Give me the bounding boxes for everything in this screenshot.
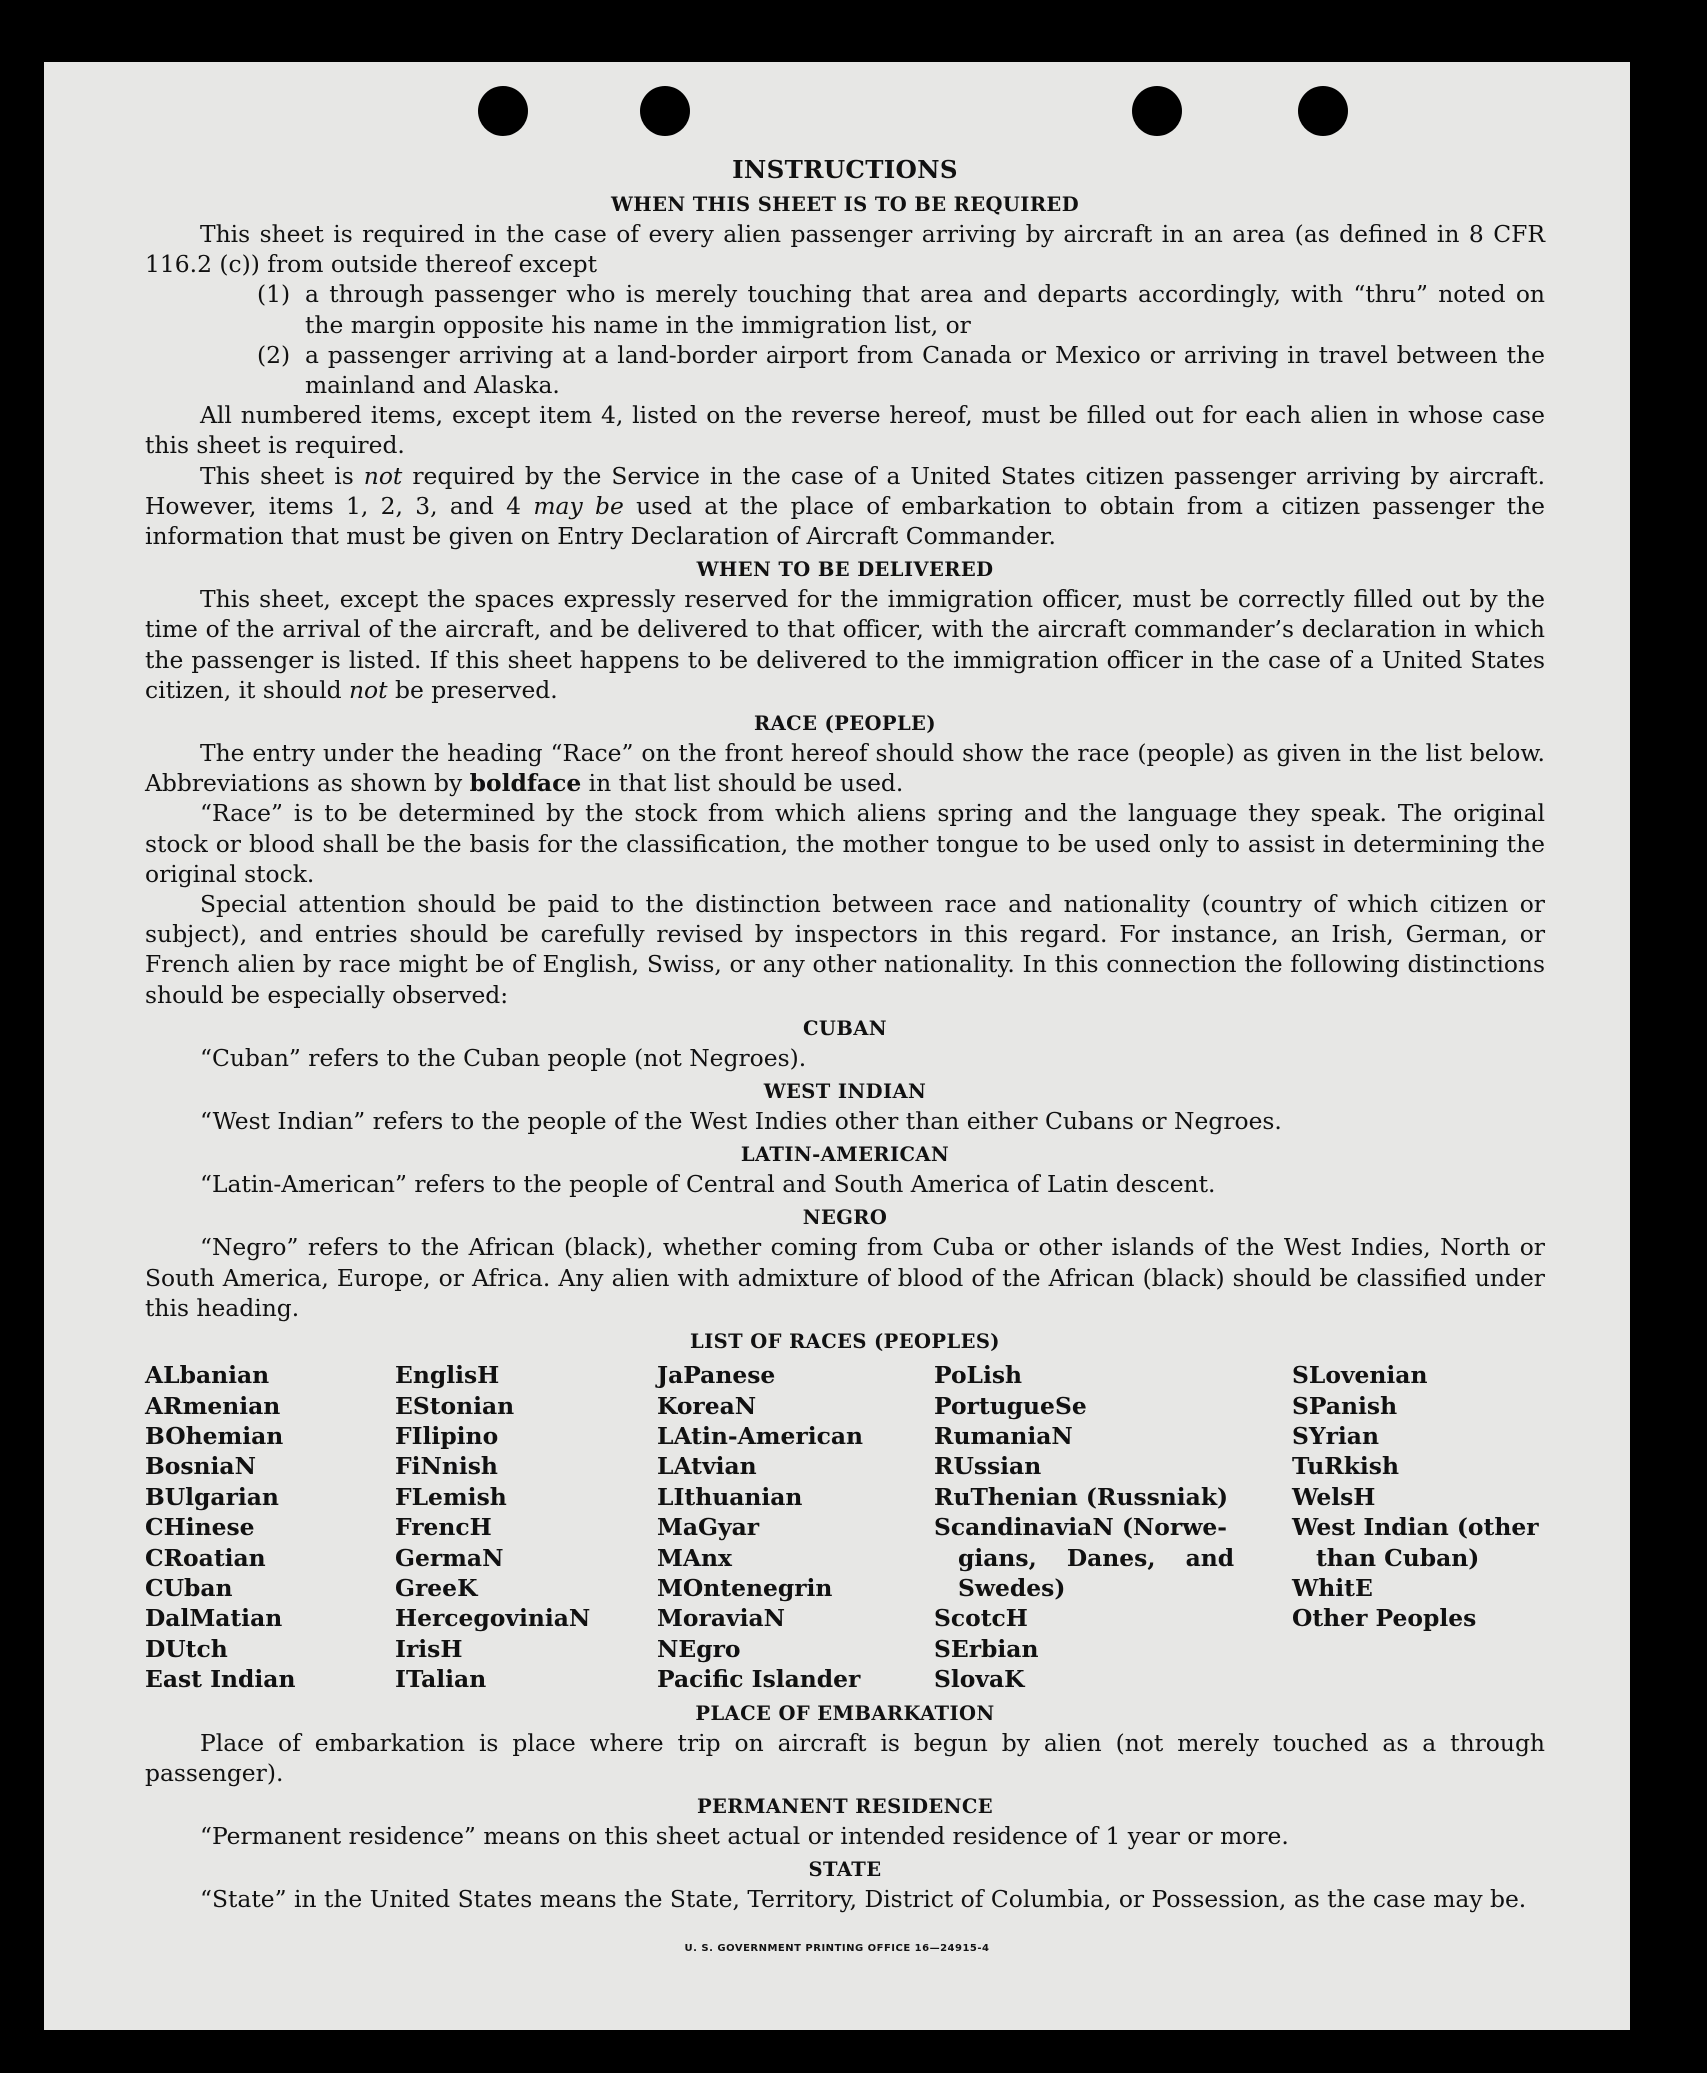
race-item: FLemish [395,1482,507,1511]
paragraph [145,584,1545,705]
paragraph: All numbered items, except item 4, listed on the reverse hereof, must be filled out for each alien in whose case this sheet is required. [145,401,1545,460]
race-column [1292,1360,1545,1694]
document-sheet [44,62,1630,2030]
text-run: in that list should be used. [581,769,904,798]
section-heading: PERMANENT RESIDENCE [696,1794,994,1818]
text-run: The entry under the heading “Race” on the front hereof should show the race (people) as given in the list below. Abbreviations as shown by [145,739,1545,798]
paragraph [145,461,1545,552]
race-item-continued: than Cuban) [1316,1543,1480,1572]
race-item: EnglisH [395,1361,500,1390]
race-item: Other Peoples [1292,1604,1477,1633]
race-item: JaPanese [657,1361,776,1390]
text-run: This sheet is [200,461,364,490]
race-item: KoreaN [657,1391,757,1420]
race-item: BOhemian [145,1421,284,1450]
race-item: ARmenian [145,1391,281,1420]
race-item: SErbian [934,1634,1039,1663]
race-item: LAtvian [657,1452,757,1481]
paragraph: “Cuban” refers to the Cuban people (not Negroes). [200,1043,807,1072]
race-item: MoraviaN [657,1604,785,1633]
item-number: (1) [257,280,291,309]
list-item [145,340,1545,400]
page-title: INSTRUCTIONS [732,155,958,184]
section-heading: RACE (PEOPLE) [754,712,936,736]
item-text: a through passenger who is merely touching that area and departs accordingly, with “thru” noted on the margin opposite his name in the immigration list, or [305,280,1545,339]
race-item: ScandinaviaN (Norwe- [934,1513,1227,1542]
race-item: RUssian [934,1452,1042,1481]
paragraph: “West Indian” refers to the people of the West Indies other than either Cubans or Negroes. [200,1107,1282,1136]
punch-hole [1298,86,1348,136]
paragraph: “Permanent residence” means on this sheet actual or intended residence of 1 year or more. [200,1821,1289,1850]
paragraph: This sheet is required in the case of every alien passenger arriving by aircraft in an area (as defined in 8 CFR 116.2 (c)) from outside thereof except [145,220,1545,279]
race-list [145,1360,1545,1694]
punch-hole [1132,86,1182,136]
race-item: PoLish [934,1361,1023,1390]
race-item: NEgro [657,1634,741,1663]
race-item: SPanish [1292,1391,1398,1420]
race-item-continued: Swedes) [958,1573,1066,1602]
paragraph: “Race” is to be determined by the stock from which aliens spring and the language they speak. The original stock or blood shall be the basis for the classification, the mother tongue to be used only to assist in determining the original stock. [145,799,1545,888]
document-body [145,154,1545,1914]
race-item: CUban [145,1573,233,1602]
section-heading: LIST OF RACES (PEOPLES) [690,1330,1000,1354]
italic-text: not [348,675,388,704]
bold-text: boldface [469,769,582,798]
printer-imprint: U. S. GOVERNMENT PRINTING OFFICE 16—24915-4 [684,1943,990,1954]
race-item: CHinese [145,1513,255,1542]
race-item: RuThenian (Russniak) [934,1482,1229,1511]
race-item: SYrian [1292,1421,1379,1450]
race-item: East Indian [145,1665,296,1694]
section-heading: PLACE OF EMBARKATION [695,1701,995,1725]
race-item: LAtin-American [657,1421,863,1450]
race-item: WelsH [1292,1482,1376,1511]
paragraph: Special attention should be paid to the distinction between race and nationality (country of which citizen or subject), and entries should be carefully revised by inspectors in this regard. For instance, an Irish, German, or French alien by race might be of English, Swiss, or any other nationality. In this connection the following distinctions should be especially observed: [145,890,1545,1009]
section-heading: WHEN TO BE DELIVERED [696,558,994,582]
section-heading: CUBAN [803,1016,887,1040]
list-item [145,279,1545,339]
race-item: PortugueSe [934,1391,1087,1420]
section-heading: WEST INDIAN [763,1080,927,1104]
race-item: West Indian (other [1292,1513,1539,1542]
item-text: a passenger arriving at a land-border airport from Canada or Mexico or arriving in travel between the mainland and Alaska. [305,340,1545,400]
punch-hole [478,86,528,136]
race-item: WhitE [1292,1573,1373,1602]
race-item: DalMatian [145,1604,283,1633]
text-run: This sheet, except the spaces expressly reserved for the immigration officer, must be correctly filled out by the time of the arrival of the aircraft, and be delivered to that officer, with the aircraft commander’s declaration in which the passenger is listed. If this sheet happens to be delivered to the immigration officer in the case of a United States citizen, it should [145,585,1545,704]
race-item: ALbanian [145,1361,270,1390]
race-item: FIlipino [395,1421,499,1450]
race-item: Pacific Islander [657,1665,861,1694]
text-run: be preserved. [387,675,558,704]
race-item: MAnx [657,1543,732,1572]
race-item: DUtch [145,1634,228,1663]
section-heading: LATIN-AMERICAN [740,1143,950,1167]
race-item: SLovenian [1292,1361,1428,1390]
italic-text: may be [533,491,624,520]
section-heading: WHEN THIS SHEET IS TO BE REQUIRED [610,193,1080,216]
race-column [395,1360,657,1694]
race-item: TuRkish [1292,1452,1399,1481]
race-item: FrencH [395,1513,492,1542]
paragraph [145,738,1545,798]
section-heading: NEGRO [802,1206,888,1230]
race-item: SlovaK [934,1665,1025,1694]
paragraph: “Latin-American” refers to the people of Central and South America of Latin descent. [200,1170,1216,1199]
race-item: GermaN [395,1543,504,1572]
text-run: used at the place of embarkation to obtain from a citizen passenger the information that must be given on Entry Declaration of Aircraft Commander. [145,491,1545,551]
race-column [657,1360,934,1694]
paragraph: “Negro” refers to the African (black), whether coming from Cuba or other islands of the West Indies, North or South America, Europe, or Africa. Any alien with admixture of blood of the African (black) should be classified under this heading. [145,1233,1545,1322]
race-column [145,1360,395,1694]
race-column [934,1360,1292,1694]
italic-text: not [363,461,403,490]
text-run: required by the Service in the case of a United States citizen passenger arriving by aircraft. However, items 1, 2, 3, and 4 [145,461,1546,520]
paragraph: “State” in the United States means the State, Territory, District of Columbia, or Possession, as the case may be. [200,1885,1527,1914]
item-number: (2) [257,340,291,369]
race-item: FiNnish [395,1452,498,1481]
race-item: HercegoviniaN [395,1604,591,1633]
race-item: GreeK [395,1573,478,1602]
race-item-continued: gians, Danes, and [958,1543,1235,1572]
race-item: EStonian [395,1391,515,1420]
race-item: MOntenegrin [657,1573,833,1602]
race-item: RumaniaN [934,1421,1073,1450]
punch-hole [640,86,690,136]
race-item: CRoatian [145,1543,266,1572]
race-item: ITalian [395,1665,487,1694]
paragraph: Place of embarkation is place where trip on aircraft is begun by alien (not merely touched as a through passenger). [145,1728,1545,1787]
race-item: BosniaN [145,1452,256,1481]
section-heading: STATE [808,1858,882,1882]
race-item: MaGyar [657,1513,760,1542]
race-item: IrisH [395,1634,463,1663]
race-item: ScotcH [934,1604,1028,1633]
race-item: BUlgarian [145,1482,279,1511]
race-item: LIthuanian [657,1482,803,1511]
